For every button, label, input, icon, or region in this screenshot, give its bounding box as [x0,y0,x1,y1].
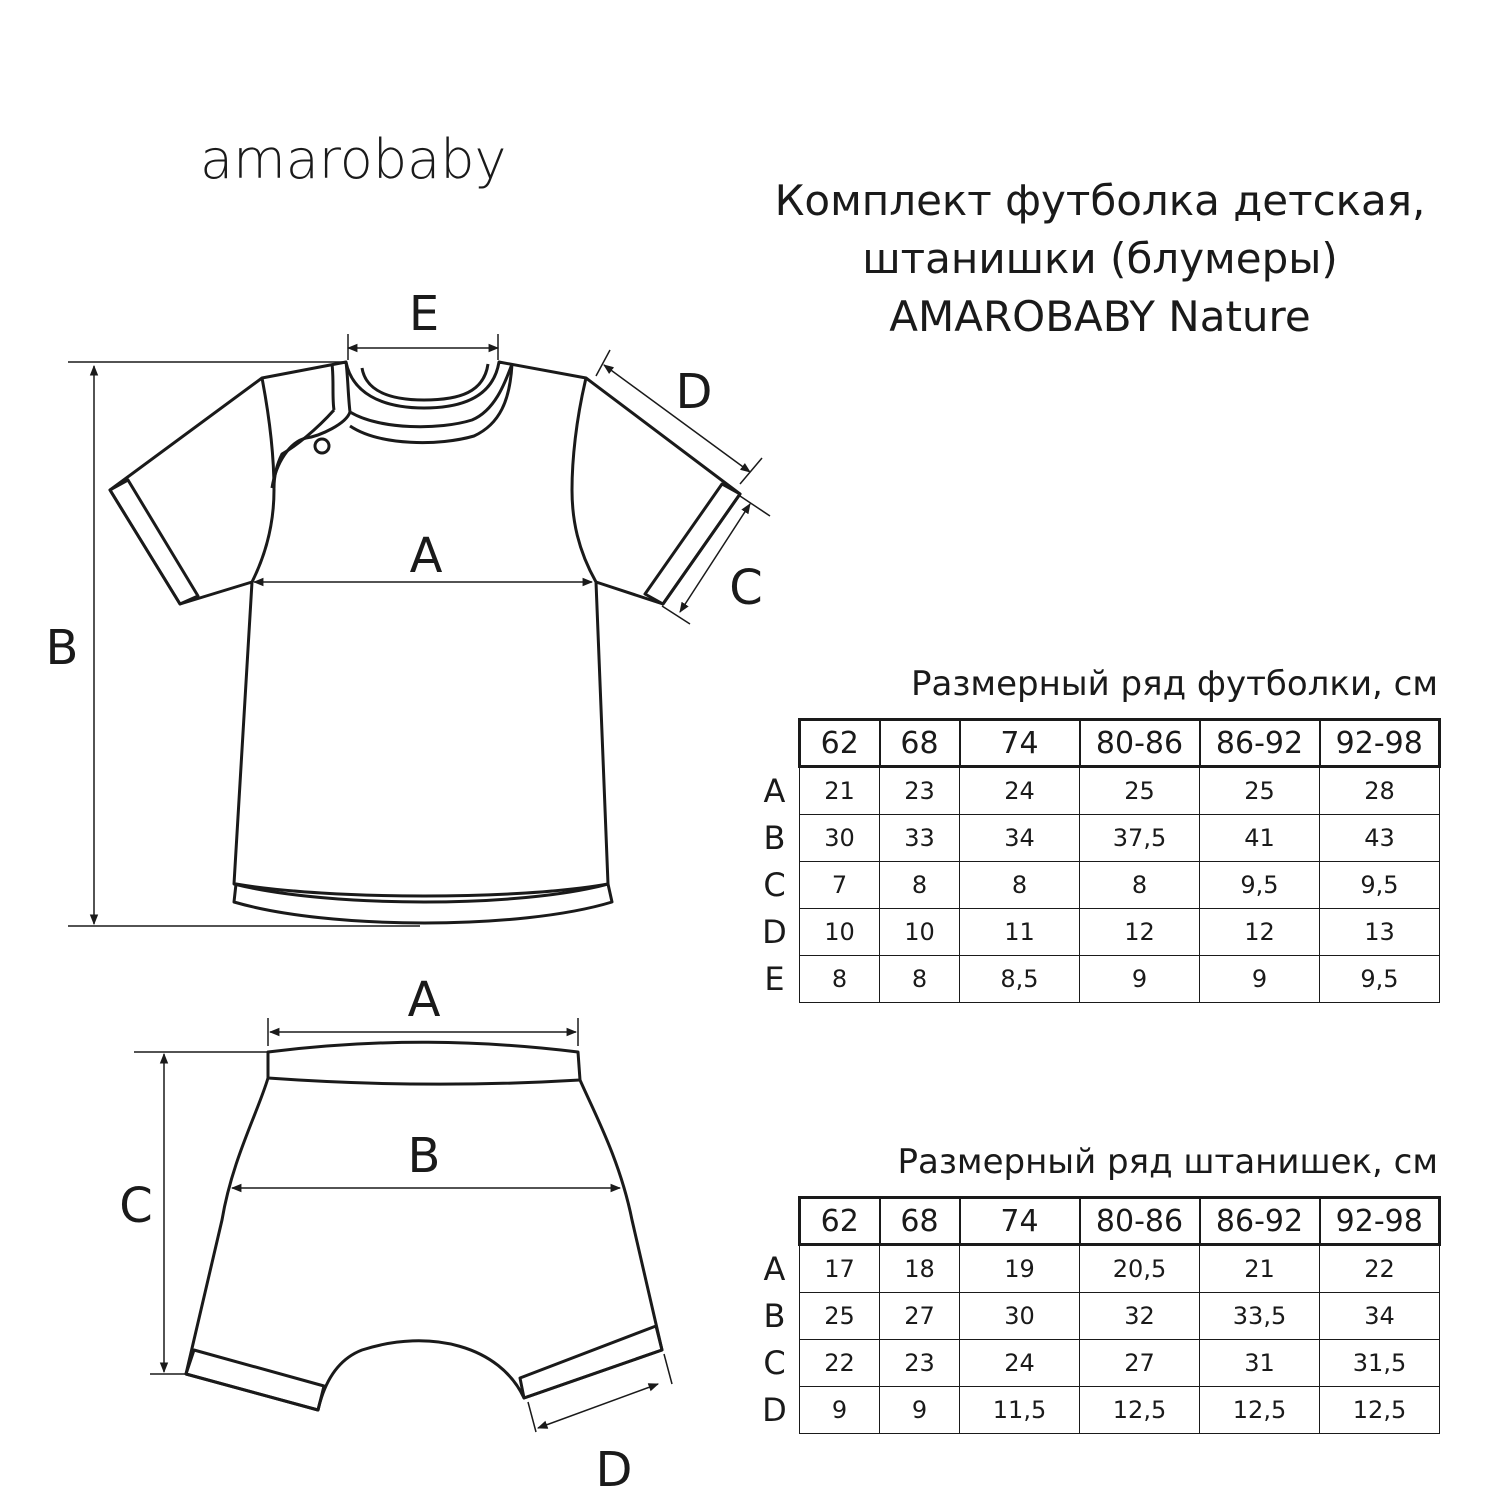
table-cell: 10 [880,909,960,956]
row-label: A [763,1249,786,1288]
pants-waistband [268,1042,580,1084]
table-cell: 7 [800,862,880,909]
row-label: D [762,1391,787,1429]
table-cell: 8 [800,956,880,1003]
tshirt-size-header: 74 [960,720,1080,767]
table-cell: 10 [800,909,880,956]
table-cell: 32 [1080,1293,1200,1340]
table-cell: 12,5 [1080,1387,1200,1434]
pants-table-title: Размерный ряд штанишек, см [897,1142,1438,1182]
table-cell: 27 [880,1293,960,1340]
product-title-line-3: AMAROBABY Nature [889,292,1311,341]
table-cell: 33 [880,815,960,862]
table-cell: 21 [1200,1245,1320,1293]
table-row [750,1387,1440,1434]
table-cell: 30 [800,815,880,862]
pants-label-a: A [407,972,441,1028]
tshirt-left-sleeve-seam [252,378,274,582]
table-cell: 9,5 [1200,862,1320,909]
pants-left-cuff [186,1350,324,1410]
pants-dimension-lines [134,1018,672,1432]
table-cell: 21 [800,767,880,815]
table-cell: 12 [1080,909,1200,956]
table-row [750,767,1440,815]
pants-label-d: D [595,1442,633,1498]
table-cell: 37,5 [1080,815,1200,862]
table-cell: 11 [960,909,1080,956]
tshirt-size-header: 92-98 [1320,720,1440,767]
table-cell: 8 [880,956,960,1003]
table-cell: 33,5 [1200,1293,1320,1340]
tshirt-table-title: Размерный ряд футболки, см [911,664,1438,704]
table-cell: 12 [1200,909,1320,956]
pants-right-cuff [520,1326,662,1398]
table-cell: 31,5 [1320,1340,1440,1387]
tshirt-size-header: 80-86 [1080,720,1200,767]
tshirt-label-b: B [45,620,79,676]
tshirt-neck-trim-outer [362,364,488,400]
pants-table-header-row [750,1198,1440,1245]
table-row [750,862,1440,909]
table-cell: 9,5 [1320,956,1440,1003]
tshirt-table-header-row [750,720,1440,767]
table-row [750,1340,1440,1387]
tshirt-placket-4 [274,410,334,488]
table-cell: 19 [960,1245,1080,1293]
row-label: A [763,771,786,810]
tshirt-right-cuff [645,484,740,604]
tshirt-hem-band [234,884,612,923]
row-label: B [763,1297,786,1335]
table-cell: 13 [1320,909,1440,956]
table-row [750,815,1440,862]
table-cell: 20,5 [1080,1245,1200,1293]
table-cell: 27 [1080,1340,1200,1387]
table-cell: 8 [1080,862,1200,909]
tshirt-size-header: 68 [880,720,960,767]
tshirt-dimension-lines [68,334,770,926]
tshirt-size-header: 86-92 [1200,720,1320,767]
pants-size-table [750,1196,1441,1434]
pants-size-header: 68 [880,1198,960,1245]
pants-size-header: 62 [800,1198,880,1245]
table-cell: 24 [960,767,1080,815]
table-cell: 23 [880,767,960,815]
pants-label-b: B [407,1128,441,1184]
tshirt-label-a: A [409,528,443,584]
table-cell: 25 [1080,767,1200,815]
brand-logo: amarobaby [200,128,507,191]
table-cell: 22 [800,1340,880,1387]
table-cell: 41 [1200,815,1320,862]
tshirt-placket-2 [272,412,350,488]
table-cell: 9 [800,1387,880,1434]
table-row [750,1245,1440,1293]
tshirt-label-d: D [675,364,713,420]
table-row [750,909,1440,956]
table-cell: 43 [1320,815,1440,862]
pants-size-header: 74 [960,1198,1080,1245]
table-cell: 25 [800,1293,880,1340]
tshirt-size-table [750,718,1441,1003]
tshirt-label-c: C [729,560,763,616]
table-cell: 25 [1200,767,1320,815]
table-cell: 34 [960,815,1080,862]
tshirt-drawing [110,362,740,923]
table-cell: 23 [880,1340,960,1387]
row-label: C [763,1344,786,1382]
table-cell: 8,5 [960,956,1080,1003]
table-cell: 30 [960,1293,1080,1340]
tshirt-placket-3 [332,364,334,410]
row-label: E [764,960,785,998]
table-cell: 12,5 [1200,1387,1320,1434]
table-row [750,1293,1440,1340]
table-cell: 9,5 [1320,862,1440,909]
row-label: B [763,819,786,857]
tshirt-left-cuff [110,480,198,604]
table-cell: 9 [1200,956,1320,1003]
row-label: D [762,913,787,951]
row-label: C [763,866,786,904]
pants-size-header: 86-92 [1200,1198,1320,1245]
pants-size-header: 80-86 [1080,1198,1200,1245]
pants-drawing [186,1042,662,1410]
table-cell: 17 [800,1245,880,1293]
table-cell: 34 [1320,1293,1440,1340]
pants-label-c: C [119,1178,153,1234]
table-cell: 9 [880,1387,960,1434]
table-cell: 8 [880,862,960,909]
table-cell: 31 [1200,1340,1320,1387]
tshirt-snap-button [315,439,329,453]
table-cell: 24 [960,1340,1080,1387]
table-cell: 12,5 [1320,1387,1440,1434]
table-cell: 8 [960,862,1080,909]
tshirt-placket-5 [350,364,512,443]
table-cell: 9 [1080,956,1200,1003]
tshirt-label-e: E [408,286,440,342]
pants-size-header: 92-98 [1320,1198,1440,1245]
table-cell: 28 [1320,767,1440,815]
product-title-line-2: штанишки (блумеры) [862,234,1338,283]
tshirt-size-header: 62 [800,720,880,767]
product-title-line-1: Комплект футболка детская, [774,176,1426,225]
table-row [750,956,1440,1003]
tshirt-right-sleeve-seam [572,378,596,582]
table-cell: 11,5 [960,1387,1080,1434]
table-cell: 18 [880,1245,960,1293]
table-cell: 22 [1320,1245,1440,1293]
